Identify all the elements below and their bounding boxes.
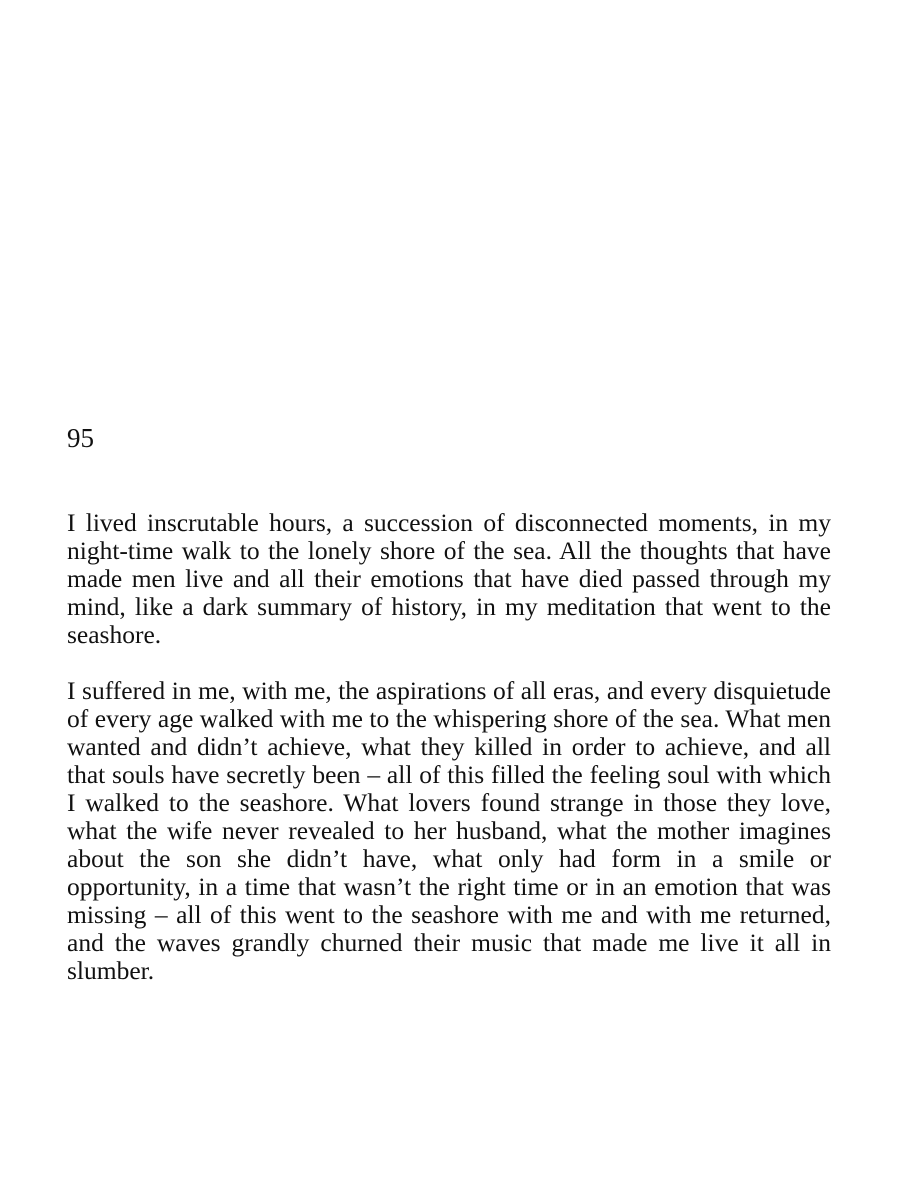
- section-number: 95: [67, 423, 94, 453]
- body-text: [67, 509, 831, 985]
- paragraph-1: I lived inscrutable hours, a succession of disconnected moments, in my night-time walk to the lonely shore of the sea. All the thoughts that have made men live and all their emotions that have died passed through my mind, like a dark summary of history, in my meditation that went to the seashore.: [67, 508, 831, 649]
- paragraph-2: I suffered in me, with me, the aspirations of all eras, and every disquietude of every age walked with me to the whispering shore of the sea. What men wanted and didn’t achieve, what they killed in order to achieve, and all that souls have secretly been – all of this filled the feeling soul with which I walked to the seashore. What lovers found strange in those they love, what the wife never revealed to her husband, what the mother imagines about the son she didn’t have, what only had form in a smile or opportunity, in a time that wasn’t the right time or in an emotion that was missing – all of this went to the seashore with me and with me returned, and the waves grandly churned their music that made me live it all in slumber.: [67, 676, 831, 985]
